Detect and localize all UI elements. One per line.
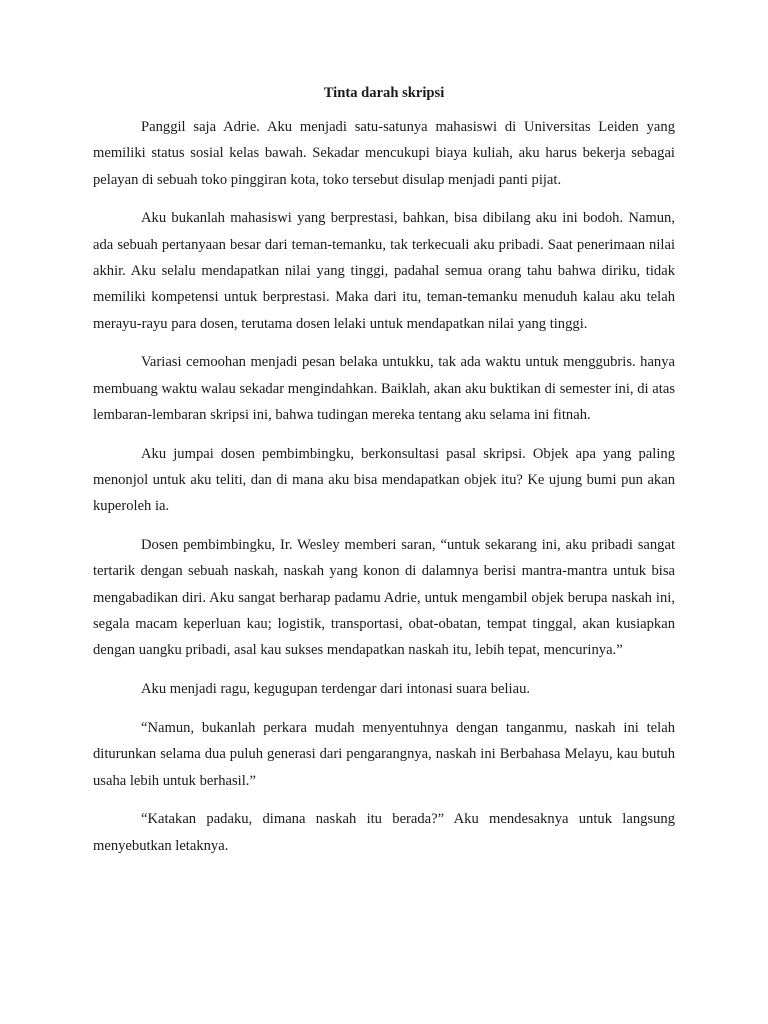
paragraph-7: “Namun, bukanlah perkara mudah menyentuhnya dengan tanganmu, naskah ini telah diturunkan selama dua puluh generasi dari pengarangnya, naskah ini Berbahasa Melayu, kau butuh usaha lebih untuk berhasil.” [93, 719, 675, 789]
paragraph-8: “Katakan padaku, dimana naskah itu berada?” Aku mendesaknya untuk langsung menyebutkan letaknya. [93, 811, 675, 854]
document-title: Tinta darah skripsi [323, 85, 445, 101]
paragraph-5: Dosen pembimbingku, Ir. Wesley memberi saran, “untuk sekarang ini, aku pribadi sangat tertarik dengan sebuah naskah, naskah yang konon di dalamnya berisi mantra-mantra untuk bisa mengabadikan diri. Aku sangat berharap padamu Adrie, untuk mengambil objek berupa naskah ini, segala macam keperluan kau; logistik, transportasi, obat-obatan, tempat tinggal, akan kusiapkan dengan uangku pribadi, asal kau sukses mendapatkan naskah itu, lebih tepat, mencurinya.” [93, 537, 675, 659]
paragraph-1: Panggil saja Adrie. Aku menjadi satu-satunya mahasiswi di Universitas Leiden yang memiliki status sosial kelas bawah. Sekadar mencukupi biaya kuliah, aku harus bekerja sebagai pelayan di sebuah toko pinggiran kota, toko tersebut disulap menjadi panti pijat. [93, 119, 675, 188]
paragraph-3: Variasi cemoohan menjadi pesan belaka untukku, tak ada waktu untuk menggubris. hanya membuang waktu walau sekadar mengindahkan. Baiklah, akan aku buktikan di semester ini, di atas lembaran-lembaran skripsi ini, bahwa tudingan mereka tentang aku selama ini fitnah. [93, 354, 675, 423]
document-page [93, 80, 675, 871]
paragraph-4: Aku jumpai dosen pembimbingku, berkonsultasi pasal skripsi. Objek apa yang paling menonjol untuk aku teliti, dan di mana aku bisa mendapatkan objek itu? Ke ujung bumi pun akan kuperoleh ia. [93, 445, 675, 515]
paragraph-2: Aku bukanlah mahasiswi yang berprestasi, bahkan, bisa dibilang aku ini bodoh. Namun, ada sebuah pertanyaan besar dari teman-temanku, tak terkecuali aku pribadi. Saat penerimaan nilai akhir. Aku selalu mendapatkan nilai yang tinggi, padahal semua orang tahu bahwa diriku, tidak memiliki kompetensi untuk berprestasi. Maka dari itu, teman-temanku menuduh kalau aku telah merayu-rayu para dosen, terutama dosen lelaki untuk mendapatkan nilai yang tinggi. [93, 210, 675, 332]
paragraph-6: Aku menjadi ragu, kegugupan terdengar dari intonasi suara beliau. [141, 681, 531, 698]
